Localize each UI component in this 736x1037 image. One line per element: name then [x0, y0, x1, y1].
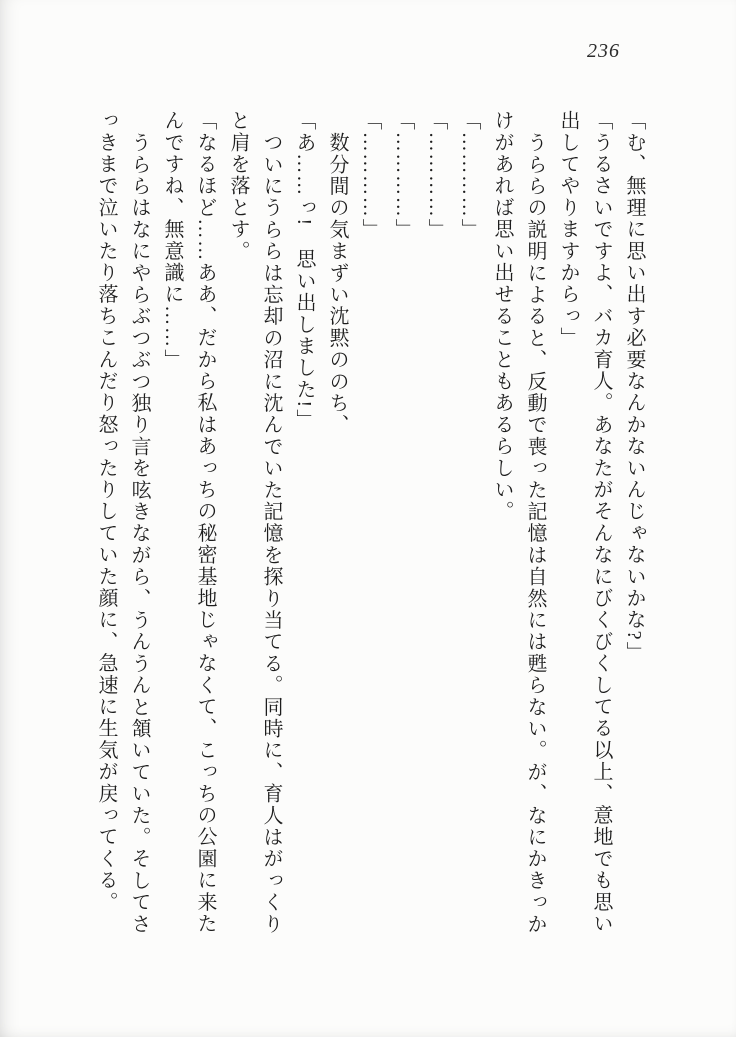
- page-number: 236: [587, 40, 620, 62]
- text-line-6: 「…………」: [458, 110, 480, 241]
- text-line-15: んですね、無意識に……」: [161, 110, 183, 371]
- text-line-4: うららの説明によると、反動で喪った記憶は自然には甦らない。が、なにかきっか: [524, 132, 546, 935]
- text-line-3: 出してやりますからっ」: [557, 110, 579, 349]
- text-line-1: 「む、無理に思い出す必要なんかないんじゃないかな?」: [623, 110, 645, 664]
- text-line-5: けがあれば思い出せることもあるらしい。: [491, 110, 513, 523]
- text-line-10: 数分間の気まずい沈黙ののち、: [326, 132, 348, 436]
- text-line-2: 「うるさいですよ、バカ育人。あなたがそんなにびくびくしてる以上、意地でも思い: [590, 110, 612, 935]
- text-line-8: 「…………」: [392, 110, 414, 241]
- text-line-13: と肩を落とす。: [227, 110, 249, 262]
- text-line-7: 「…………」: [425, 110, 447, 241]
- text-line-9: 「…………」: [359, 110, 381, 241]
- text-line-14: 「なるほど……ああ、だから私はあっちの秘密基地じゃなくて、こっちの公園に来た: [194, 110, 216, 935]
- text-line-17: っきまで泣いたり落ちこんだり怒ったりしていた顔に、急速に生気が戻ってくる。: [95, 110, 117, 913]
- text-line-11: 「あ……っ! 思い出しました!」: [293, 110, 315, 431]
- page-text: [89, 110, 650, 936]
- text-line-12: ついにうららは忘却の沼に沈んでいた記憶を探り当てる。同時に、育人はがっくり: [260, 132, 282, 935]
- text-line-16: うららはなにやらぶつぶつ独り言を呟きながら、うんうんと頷いていた。そしてさ: [128, 132, 150, 935]
